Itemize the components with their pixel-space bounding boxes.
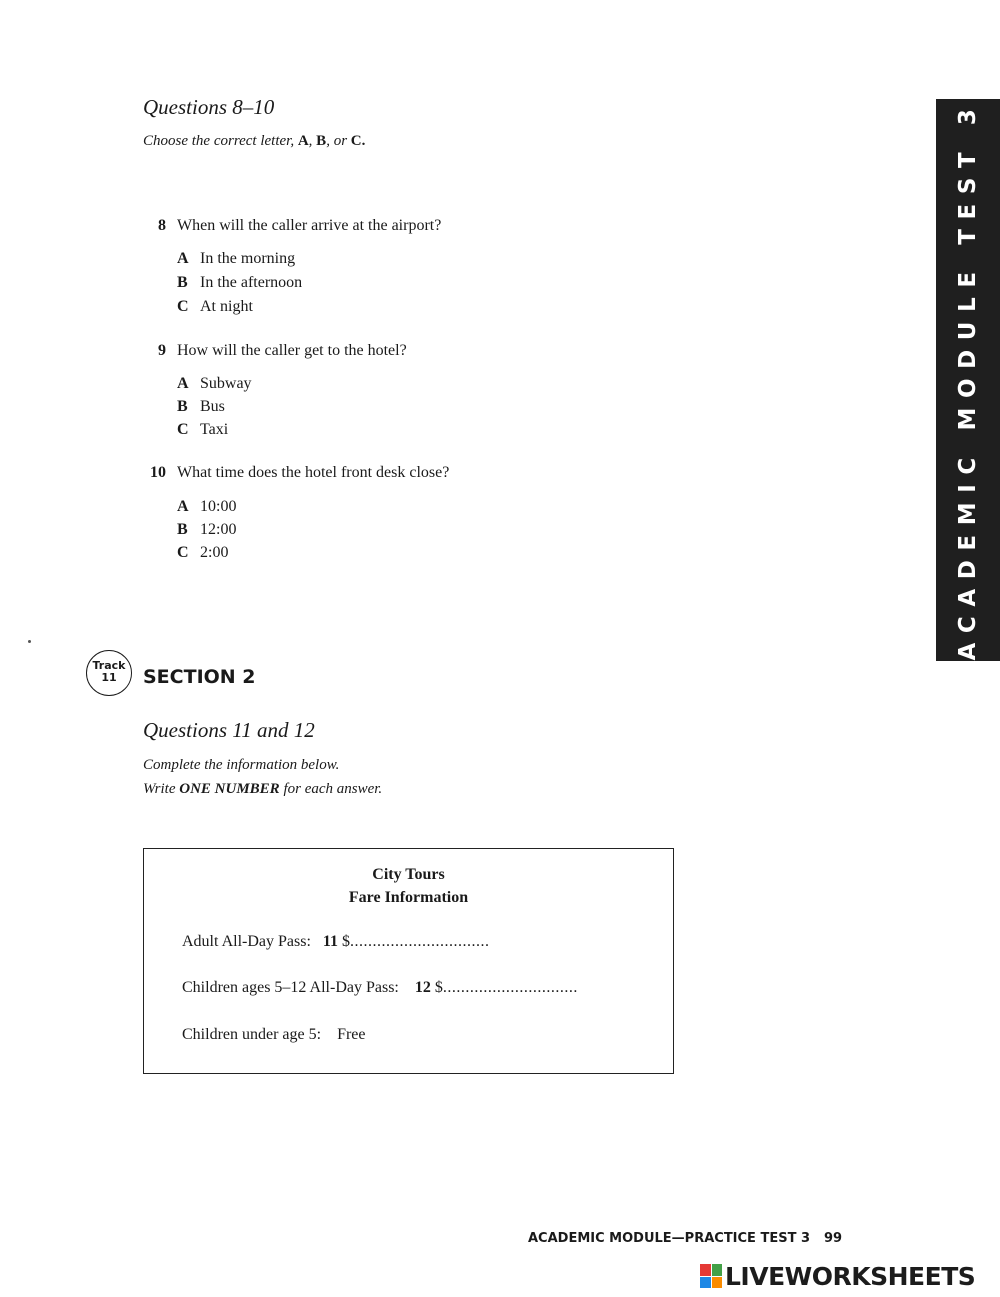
option-a[interactable]: A 10:00 <box>177 498 237 515</box>
page-number: 99 <box>824 1231 843 1246</box>
questions-11-12-heading: Questions 11 and 12 <box>143 718 315 742</box>
liveworksheets-logo-icon <box>700 1264 722 1288</box>
side-tab <box>936 99 1000 661</box>
question-text: How will the caller get to the hotel? <box>177 342 407 359</box>
liveworksheets-logo[interactable] <box>700 1262 975 1290</box>
stray-mark <box>28 640 31 643</box>
questions-8-10-instruction: Choose the correct letter, A, B, or C. <box>143 133 366 149</box>
option-c[interactable]: C At night <box>177 298 253 315</box>
box-title: City Tours <box>372 866 445 883</box>
question-number: 8 <box>158 217 166 234</box>
option-a[interactable]: A Subway <box>177 375 252 392</box>
liveworksheets-logo-text: LIVEWORKSHEETS <box>725 1261 976 1291</box>
track-label: Track <box>92 659 126 672</box>
question-text: When will the caller arrive at the airport? <box>177 217 442 234</box>
box-subtitle: Fare Information <box>348 889 469 906</box>
fare-row-adult: Adult All-Day Pass: 11 $............................... <box>182 933 490 950</box>
option-c[interactable]: C Taxi <box>177 421 229 438</box>
page-footer <box>528 1231 842 1246</box>
questions-8-10-heading: Questions 8–10 <box>143 95 275 119</box>
track-number: 11 <box>101 671 117 684</box>
footer-text: ACADEMIC MODULE—PRACTICE TEST 3 <box>528 1231 811 1246</box>
option-c[interactable]: C 2:00 <box>177 544 229 561</box>
fare-information-box <box>143 848 674 1074</box>
answer-blank-11[interactable]: ............................... <box>350 933 490 950</box>
section-title: SECTION 2 <box>143 666 256 688</box>
question-number: 9 <box>158 342 166 359</box>
answer-blank-12[interactable]: .............................. <box>442 979 578 996</box>
questions-11-12-instruction-line1: Complete the information below. <box>143 757 340 773</box>
option-b[interactable]: B In the afternoon <box>177 274 303 291</box>
track-badge <box>86 650 132 696</box>
option-b[interactable]: B Bus <box>177 398 225 415</box>
option-a[interactable]: A In the morning <box>177 250 296 267</box>
fare-row-children-under-5: Children under age 5: Free <box>182 1026 366 1043</box>
question-number: 10 <box>150 464 166 481</box>
fare-row-children-5-12: Children ages 5–12 All-Day Pass: 12 $.............................. <box>182 979 578 996</box>
question-text: What time does the hotel front desk close? <box>177 464 450 481</box>
answer-number: 12 <box>414 979 431 996</box>
side-tab-label: ACADEMIC MODULE TEST 3 <box>955 99 981 661</box>
option-b[interactable]: B 12:00 <box>177 521 237 538</box>
answer-number: 11 <box>322 933 339 950</box>
questions-11-12-instruction-line2: Write ONE NUMBER for each answer. <box>143 781 383 797</box>
